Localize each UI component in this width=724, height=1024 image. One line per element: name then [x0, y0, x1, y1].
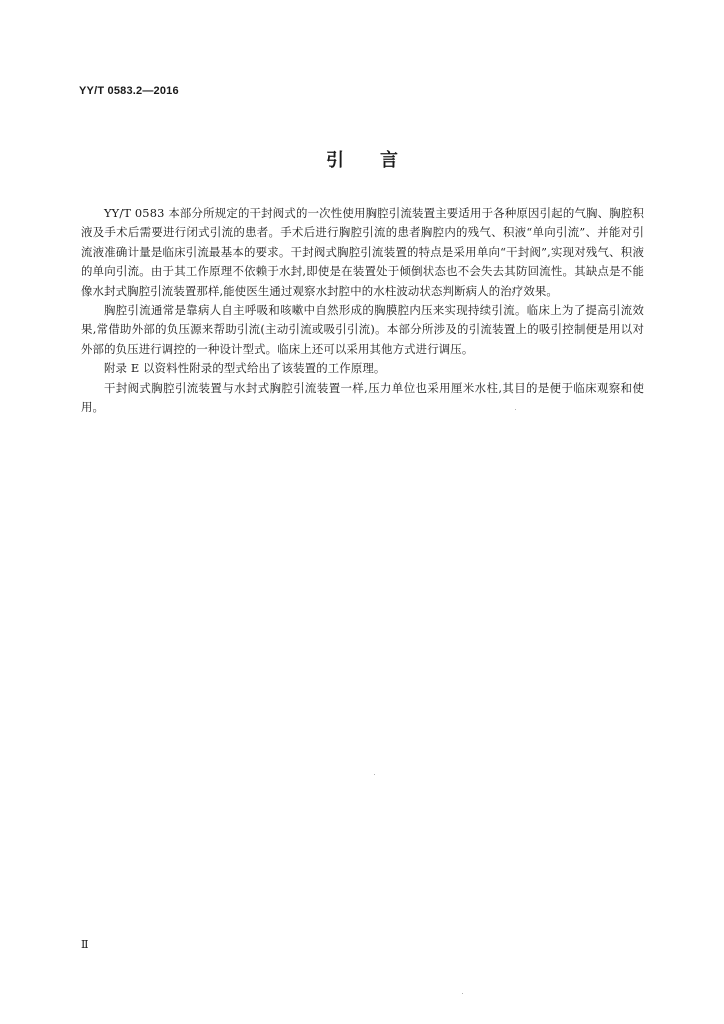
paragraph-2: 胸腔引流通常是靠病人自主呼吸和咳嗽中自然形成的胸膜腔内压来实现持续引流。临床上为了提高引流效果,常借助外部的负压源来帮助引流(主动引流或吸引引流)。本部分所涉及的引流装置上的吸引控制便是用以对外部的负压进行调控的一种设计型式。临床上还可以采用其他方式进行调压。 — [81, 303, 644, 356]
paragraph-4: 干封阀式胸腔引流装置与水封式胸腔引流装置一样,压力单位也采用厘米水柱,其目的是便于临床观察和使用。 — [81, 380, 644, 415]
introduction-body — [81, 204, 644, 417]
page-number: Ⅱ — [81, 938, 89, 951]
paragraph-1: YY/T 0583 本部分所规定的干封阀式的一次性使用胸腔引流装置主要适用于各种原因引起的气胸、胸腔积液及手术后需要进行闭式引流的患者。手术后进行胸腔引流的患者胸腔内的残气、积液“单向引流”、并能对引流液准确计量是临床引流最基本的要求。干封阀式胸腔引流装置的特点是采用单向“干封阀”,实现对残气、积液的单向引流。由于其工作原理不依赖于水封,即使是在装置处于倾倒状态也不会失去其防回流性。其缺点是不能像水封式胸腔引流装置那样,能使医生通过观察水封腔中的水柱波动状态判断病人的治疗效果。 — [81, 206, 644, 298]
scan-speck — [462, 993, 463, 994]
scan-speck — [515, 409, 516, 410]
standard-number: YY/T 0583.2—2016 — [79, 85, 179, 97]
paragraph-3: 附录 E 以资料性附录的型式给出了该装置的工作原理。 — [104, 361, 386, 376]
scan-speck — [374, 774, 375, 775]
page-title: 引言 — [326, 150, 434, 171]
